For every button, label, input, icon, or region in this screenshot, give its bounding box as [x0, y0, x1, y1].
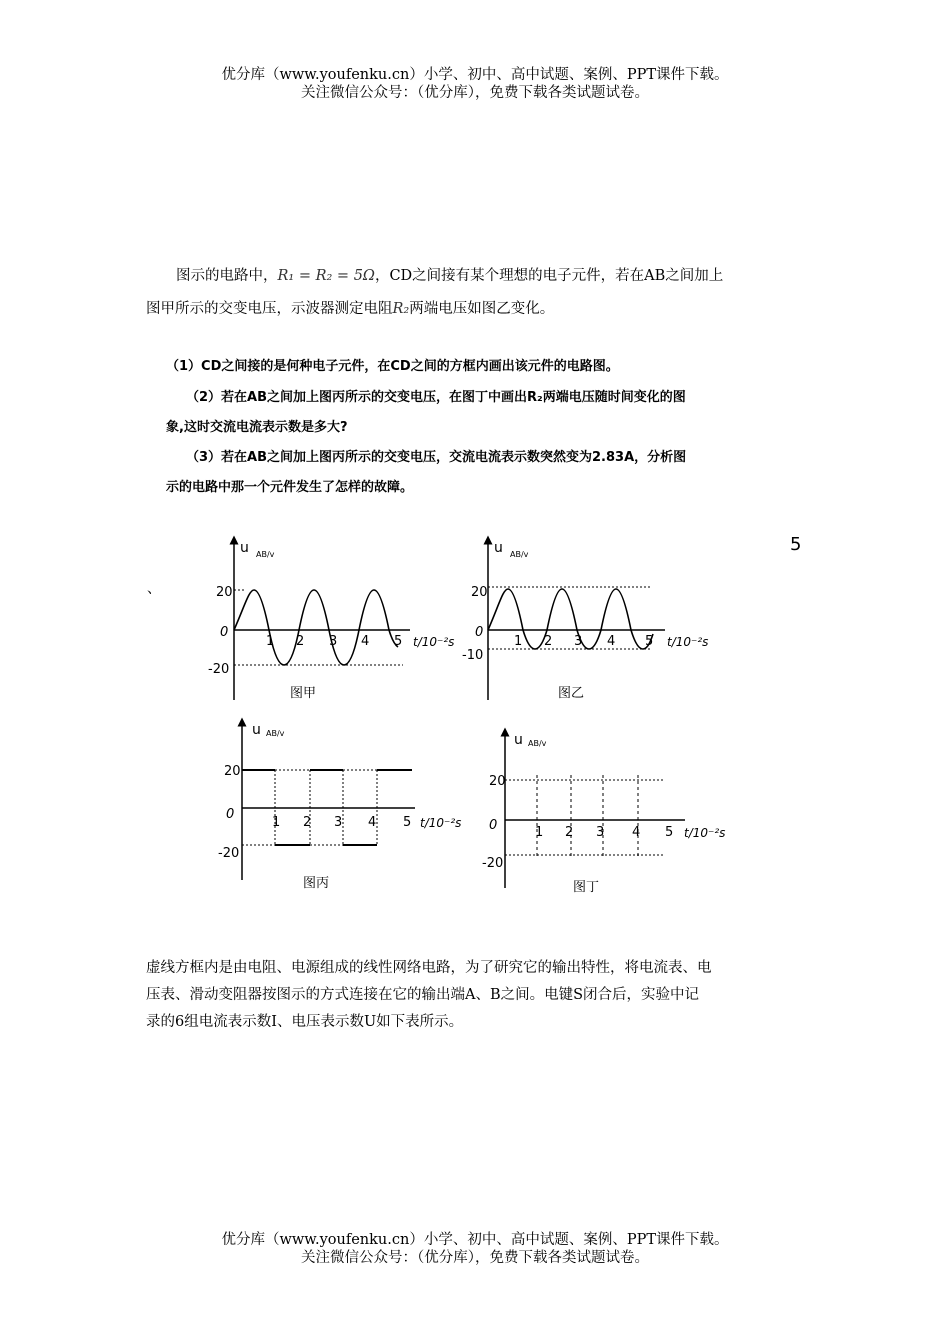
bing-y-neg: -20: [218, 846, 240, 861]
yi-y-pos: 20: [471, 585, 488, 600]
yi-y-neg: -10: [462, 648, 484, 663]
question-1: （1）CD之间接的是何种电子元件，在CD之间的方框内画出该元件的电路图。: [166, 359, 619, 374]
graph-bing: [218, 722, 461, 891]
yi-ylabel: u: [494, 540, 503, 556]
header-line-2: 关注微信公众号：（优分库），免费下载各类试题试卷。: [301, 85, 649, 101]
bing-xlabel: t/10⁻²s: [420, 816, 462, 830]
graph-yi: [462, 540, 708, 701]
ding-xtick-2: 2: [565, 825, 574, 840]
yi-xtick-3: 3: [574, 634, 583, 649]
ding-caption: 图丁: [573, 880, 600, 895]
jia-xtick-2: 2: [296, 634, 305, 649]
bing-ysub: AB/v: [266, 729, 285, 738]
bing-xtick-4: 4: [368, 815, 377, 830]
side-number: 5: [790, 534, 802, 555]
yi-y-zero: 0: [475, 625, 484, 640]
footer-line-2: 关注微信公众号：（优分库），免费下载各类试题试卷。: [301, 1250, 649, 1266]
yi-xtick-1: 1: [514, 634, 523, 649]
intro-line2-a: 图甲所示的交变电压，示波器测定电阻: [146, 301, 393, 317]
ding-y-neg: -20: [482, 856, 504, 871]
bing-xtick-1: 1: [272, 815, 281, 830]
graph-ding: [482, 732, 725, 895]
jia-xtick-5: 5: [394, 634, 403, 649]
bing-xtick-5: 5: [403, 815, 412, 830]
footer-line-1: 优分库（www.youfenku.cn）小学、初中、高中试题、案例、PPT课件下载。: [221, 1232, 729, 1248]
ding-y-zero: 0: [489, 818, 498, 833]
question-3b: 示的电路中那一个元件发生了怎样的故障。: [166, 480, 414, 495]
jia-caption: 图甲: [290, 686, 317, 701]
bing-xtick-3: 3: [334, 815, 343, 830]
yi-xtick-4: 4: [607, 634, 616, 649]
question-3a: （3）若在AB之间加上图丙所示的交变电压，交流电流表示数突然变为2.83A，分析图: [186, 450, 687, 465]
ding-xtick-1: 1: [535, 825, 544, 840]
next-problem-line-1: 虚线方框内是由电阻、电源组成的线性网络电路，为了研究它的输出特性，将电流表、电: [146, 960, 712, 976]
bing-ylabel: u: [252, 722, 261, 738]
question-2a: （2）若在AB之间加上图丙所示的交变电压，在图丁中画出R₂两端电压随时间变化的图: [186, 390, 686, 405]
jia-ysub: AB/v: [256, 550, 275, 559]
header-line-1: 优分库（www.youfenku.cn）小学、初中、高中试题、案例、PPT课件下载。: [221, 67, 729, 83]
next-problem: [146, 955, 811, 1036]
ding-ylabel: u: [514, 732, 523, 748]
jia-y-pos: 20: [216, 585, 233, 600]
yi-xtick-5: 5: [645, 634, 654, 649]
ding-ysub: AB/v: [528, 739, 547, 748]
yi-caption: 图乙: [558, 686, 585, 701]
ding-xtick-5: 5: [665, 825, 674, 840]
intro-line2-b: 两端电压如图乙变化。: [409, 301, 555, 317]
yi-clipped-curve: [488, 589, 653, 649]
jia-xtick-4: 4: [361, 634, 370, 649]
intro-text-b: ，CD之间接有某个理想的电子元件，若在AB之间加上: [374, 268, 724, 284]
yi-xlabel: t/10⁻²s: [667, 635, 709, 649]
ding-y-pos: 20: [489, 774, 506, 789]
ding-xtick-4: 4: [632, 825, 641, 840]
bing-caption: 图丙: [303, 876, 330, 891]
side-mark: 、: [147, 581, 161, 597]
intro-text-a: 图示的电路中，: [176, 268, 278, 284]
jia-y-zero: 0: [220, 625, 229, 640]
page-footer: [0, 1231, 950, 1267]
yi-xtick-2: 2: [544, 634, 553, 649]
resistor-formula: R₁ = R₂ = 5Ω: [277, 268, 375, 284]
bing-xtick-2: 2: [303, 815, 312, 830]
jia-sine-curve: [234, 590, 398, 665]
ding-xlabel: t/10⁻²s: [684, 826, 726, 840]
jia-y-neg: -20: [208, 662, 230, 677]
r2-symbol: R₂: [392, 301, 410, 317]
graph-jia: [208, 540, 454, 701]
jia-xtick-1: 1: [266, 634, 275, 649]
jia-xlabel: t/10⁻²s: [413, 635, 455, 649]
jia-ylabel: u: [240, 540, 249, 556]
next-problem-line-2: 压表、滑动变阻器按图示的方式连接在它的输出端A、B之间。电键S闭合后，实验中记: [146, 987, 700, 1003]
bing-y-zero: 0: [226, 807, 235, 822]
next-problem-line-3: 录的6组电流表示数I、电压表示数U如下表所示。: [146, 1014, 464, 1030]
yi-ysub: AB/v: [510, 550, 529, 559]
bing-y-pos: 20: [224, 764, 241, 779]
jia-xtick-3: 3: [329, 634, 338, 649]
question-2b: 象,这时交流电流表示数是多大?: [166, 420, 348, 435]
ding-xtick-3: 3: [596, 825, 605, 840]
